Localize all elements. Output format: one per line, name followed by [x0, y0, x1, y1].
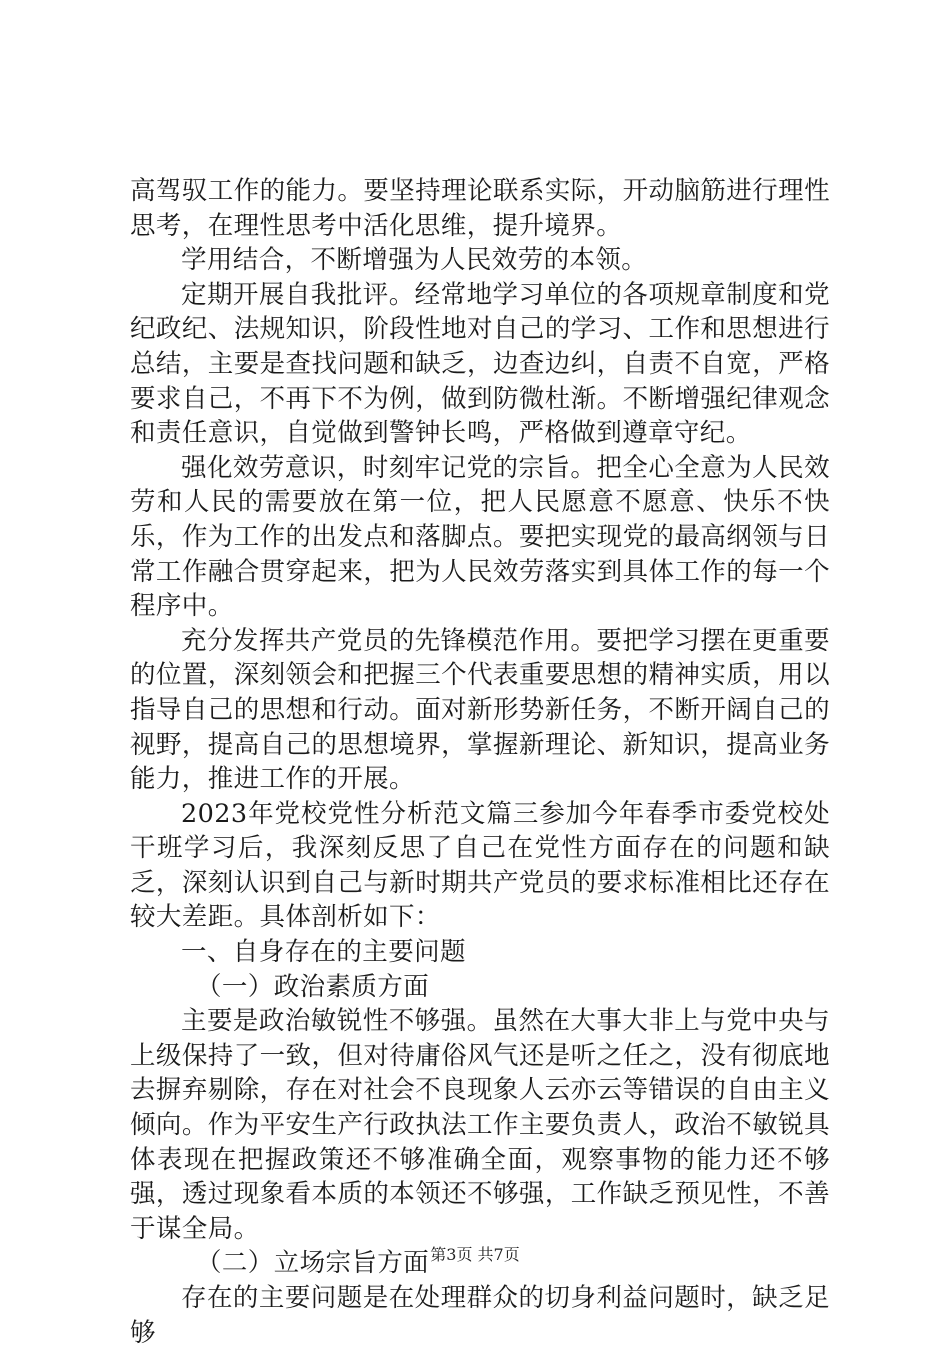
heading-main-problems: 一、自身存在的主要问题: [181, 937, 466, 968]
paragraph-vanguard-role: 充分发挥共产党员的先锋模范作用。要把学习摆在更重要的位置，深刻领会和把握三个代表重要思想的精神实质，用以指导自己的思想和行动。面对新形势新任务，不断开阔自己的视野，提高自己的思想境界，掌握新理论、新知识，提高业务能力，推进工作的开展。: [130, 625, 830, 795]
heading-political-quality: （一）政治素质方面: [196, 971, 430, 1002]
paragraph-self-criticism: 定期开展自我批评。经常地学习单位的各项规章制度和党纪政纪、法规知识，阶段性地对自己的学习、工作和思想进行总结，主要是查找问题和缺乏，边查边纠，自责不自宽，严格要求自己，不再下不为例，做到防微杜渐。不断增强纪律观念和责任意识，自觉做到警钟长鸣，严格做到遵章守纪。: [130, 279, 830, 449]
page-number-footer: 第3页 共7页: [430, 1245, 520, 1264]
paragraph-service-awareness: 强化效劳意识，时刻牢记党的宗旨。把全心全意为人民效劳和人民的需要放在第一位，把人民愿意不愿意、快乐不快乐，作为工作的出发点和落脚点。要把实现党的最高纲领与日常工作融合贯穿起来，把为人民效劳落实到具体工作的每一个程序中。: [130, 452, 830, 622]
document-body: [130, 174, 830, 1350]
paragraph-political-quality: 主要是政治敏锐性不够强。虽然在大事大非上与党中央与上级保持了一致，但对待庸俗风气还是听之任之，没有彻底地去摒弃剔除，存在对社会不良现象人云亦云等错误的自由主义倾向。作为平安生产行政执法工作主要负责人，政治不敏锐具体表现在把握政策还不够准确全面，观察事物的能力还不够强，透过现象看本质的本领还不够强，工作缺乏预见性，不善于谋全局。: [130, 1006, 830, 1244]
paragraph-study-application: 学用结合，不断增强为人民效劳的本领。: [181, 245, 648, 276]
paragraph-continuation: 高驾驭工作的能力。要坚持理论联系实际，开动脑筋进行理性思考，在理性思考中活化思维，提升境界。: [130, 176, 830, 241]
heading-stance-purpose: （二）立场宗旨方面: [196, 1248, 430, 1279]
paragraph-stance-purpose: 存在的主要问题是在处理群众的切身利益问题时，缺乏足够: [130, 1283, 830, 1348]
paragraph-article-three-intro: 2023年党校党性分析范文篇三参加今年春季市委党校处干班学习后，我深刻反思了自己在党性方面存在的问题和缺乏，深刻认识到自己与新时期共产党员的要求标准相比还存在较大差距。具体剖析如下：: [130, 798, 830, 933]
